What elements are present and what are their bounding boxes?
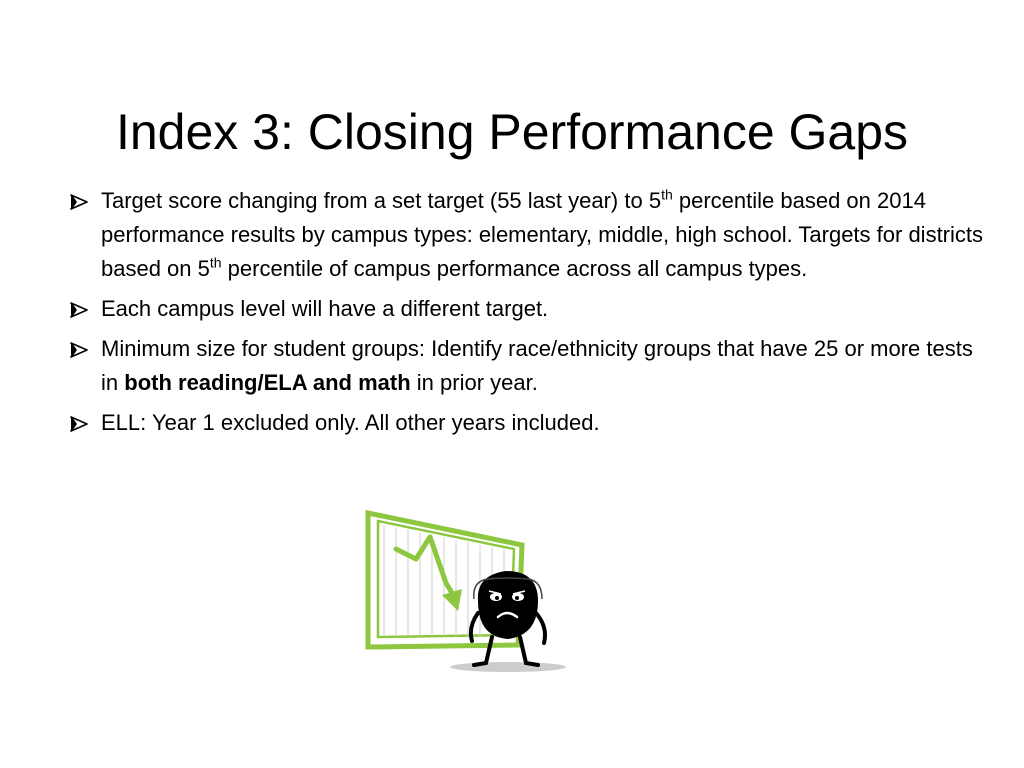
bullet-text-part: Minimum size for student groups: Identify race/ethnicity groups that have 25 or more tests in <box>101 336 973 395</box>
sad-character-declining-chart-icon <box>360 505 580 675</box>
bullet-text-part: percentile of campus performance across all campus types. <box>221 256 808 281</box>
superscript-th: th <box>661 186 673 203</box>
bullet-item-target-score <box>64 184 984 286</box>
bullet-item-ell <box>64 406 984 440</box>
bullet-text-part: in prior year. <box>410 370 538 395</box>
bullet-text-part: percentile based on 2014 performance results by campus types: elementary, middle, high school. Targets for districts based on 5 <box>101 188 984 281</box>
bullet-text-part: Target score changing from a set target (55 last year) to 5 <box>101 188 662 213</box>
bullet-item-minimum-size <box>64 332 984 400</box>
bullet-text: Each campus level will have a different target. <box>101 296 549 321</box>
arrowhead-bullet-icon <box>70 416 88 432</box>
bullet-list <box>64 184 984 446</box>
bullet-text: ELL: Year 1 excluded only. All other years included. <box>101 410 600 435</box>
superscript-th: th <box>209 254 222 271</box>
bold-emphasis: both reading/ELA and math <box>124 370 411 395</box>
arrowhead-bullet-icon <box>70 302 88 318</box>
arrowhead-bullet-icon <box>70 342 88 358</box>
bullet-item-campus-level <box>64 292 984 326</box>
slide-title: Index 3: Closing Performance Gaps <box>115 103 909 160</box>
arrowhead-bullet-icon <box>70 194 88 210</box>
